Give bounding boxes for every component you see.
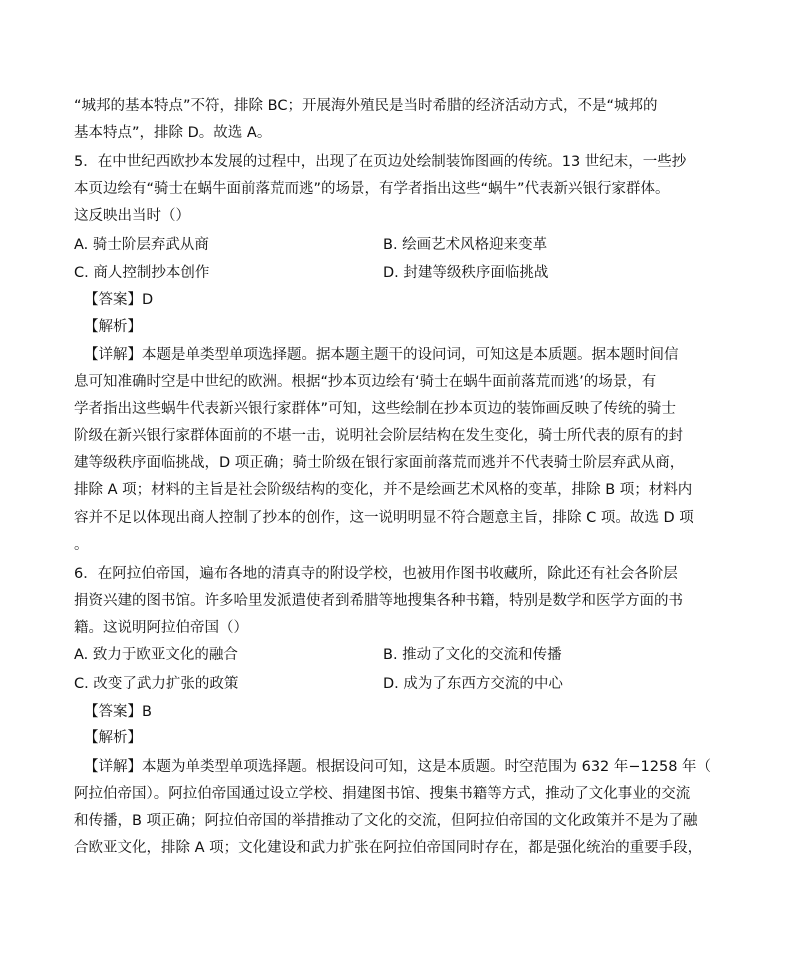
question-5-detail: 【详解】本题是单类型单项选择题。据本题主题干的设问词，可知这是本质题。据本题时间信: [84, 347, 679, 363]
text-line: 基本特点”，排除 D。故选 A。: [74, 125, 272, 141]
question-5-stem: 本页边绘有“骑士在蜗牛面前落荒而逃”的场景，有学者指出这些“蜗牛”代表新兴银行家群体。: [74, 181, 670, 197]
question-5-option-d: D. 封建等级秩序面临挑战: [383, 265, 549, 281]
question-6-answer: 【答案】B: [84, 704, 152, 720]
question-5-option-a: A. 骑士阶层弃武从商: [74, 237, 209, 253]
question-5-analysis-label: 【解析】: [84, 319, 142, 335]
question-5-detail: 建等级秩序面临挑战，D 项正确；骑士阶级在银行家面前落荒而逃并不代表骑士阶层弃武从商，: [74, 455, 685, 471]
text-line: “城邦的基本特点”不符，排除 BC；开展海外殖民是当时希腊的经济活动方式，不是“城邦的: [74, 98, 658, 114]
question-6-detail: 和传播，B 项正确；阿拉伯帝国的举措推动了文化的交流，但阿拉伯帝国的文化政策并不是为了融: [74, 813, 698, 829]
question-6-analysis-label: 【解析】: [84, 730, 142, 746]
question-6-option-a: A. 致力于欧亚文化的融合: [74, 647, 238, 663]
question-5-answer: 【答案】D: [84, 292, 154, 308]
question-6-stem: 6．在阿拉伯帝国，遍布各地的清真寺的附设学校，也被用作图书收藏所，除此还有社会各阶层: [74, 566, 678, 582]
question-5-detail: 。: [74, 537, 89, 553]
question-6-detail: 【详解】本题为单类型单项选择题。根据设问可知，这是本质题。时空范围为 632 年−1258 年（: [84, 759, 712, 775]
question-5-detail: 阶级在新兴银行家群体面前的不堪一击，说明社会阶层结构在发生变化，骑士所代表的原有的封: [74, 428, 683, 444]
question-6-detail: 阿拉伯帝国）。阿拉伯帝国通过设立学校、捐建图书馆、搜集书籍等方式，推动了文化事业的交流: [74, 786, 691, 802]
question-6-stem: 籍。这说明阿拉伯帝国（）: [74, 620, 248, 636]
question-6-option-c: C. 改变了武力扩张的政策: [74, 676, 239, 692]
question-5-option-c: C. 商人控制抄本创作: [74, 265, 210, 281]
question-5-detail: 排除 A 项；材料的主旨是社会阶级结构的变化，并不是绘画艺术风格的变革，排除 B 项；材料内: [74, 482, 693, 498]
question-6-stem: 捐资兴建的图书馆。许多哈里发派遣使者到希腊等地搜集各种书籍，特别是数学和医学方面的书: [74, 593, 683, 609]
question-5-detail: 息可知准确时空是中世纪的欧洲。根据“抄本页边绘有‘骑士在蜗牛面前落荒而逃’的场景，有: [74, 374, 657, 390]
question-5-option-b: B. 绘画艺术风格迎来变革: [383, 237, 548, 253]
question-6-detail: 合欧亚文化，排除 A 项；文化建设和武力扩张在阿拉伯帝国同时存在，都是强化统治的重要手段，: [74, 840, 703, 856]
question-6-option-b: B. 推动了文化的交流和传播: [383, 647, 562, 663]
question-5-stem: 5．在中世纪西欧抄本发展的过程中，出现了在页边处绘制装饰图画的传统。13 世纪末，一些抄: [74, 154, 687, 170]
question-5-detail: 容并不足以体现出商人控制了抄本的创作，这一说明明显不符合题意主旨，排除 C 项。故选 D 项: [74, 510, 694, 526]
question-5-detail: 学者指出这些蜗牛代表新兴银行家群体”可知，这些绘制在抄本页边的装饰画反映了传统的骑士: [74, 401, 677, 417]
question-6-option-d: D. 成为了东西方交流的中心: [383, 676, 563, 692]
question-5-stem: 这反映出当时（）: [74, 208, 190, 224]
